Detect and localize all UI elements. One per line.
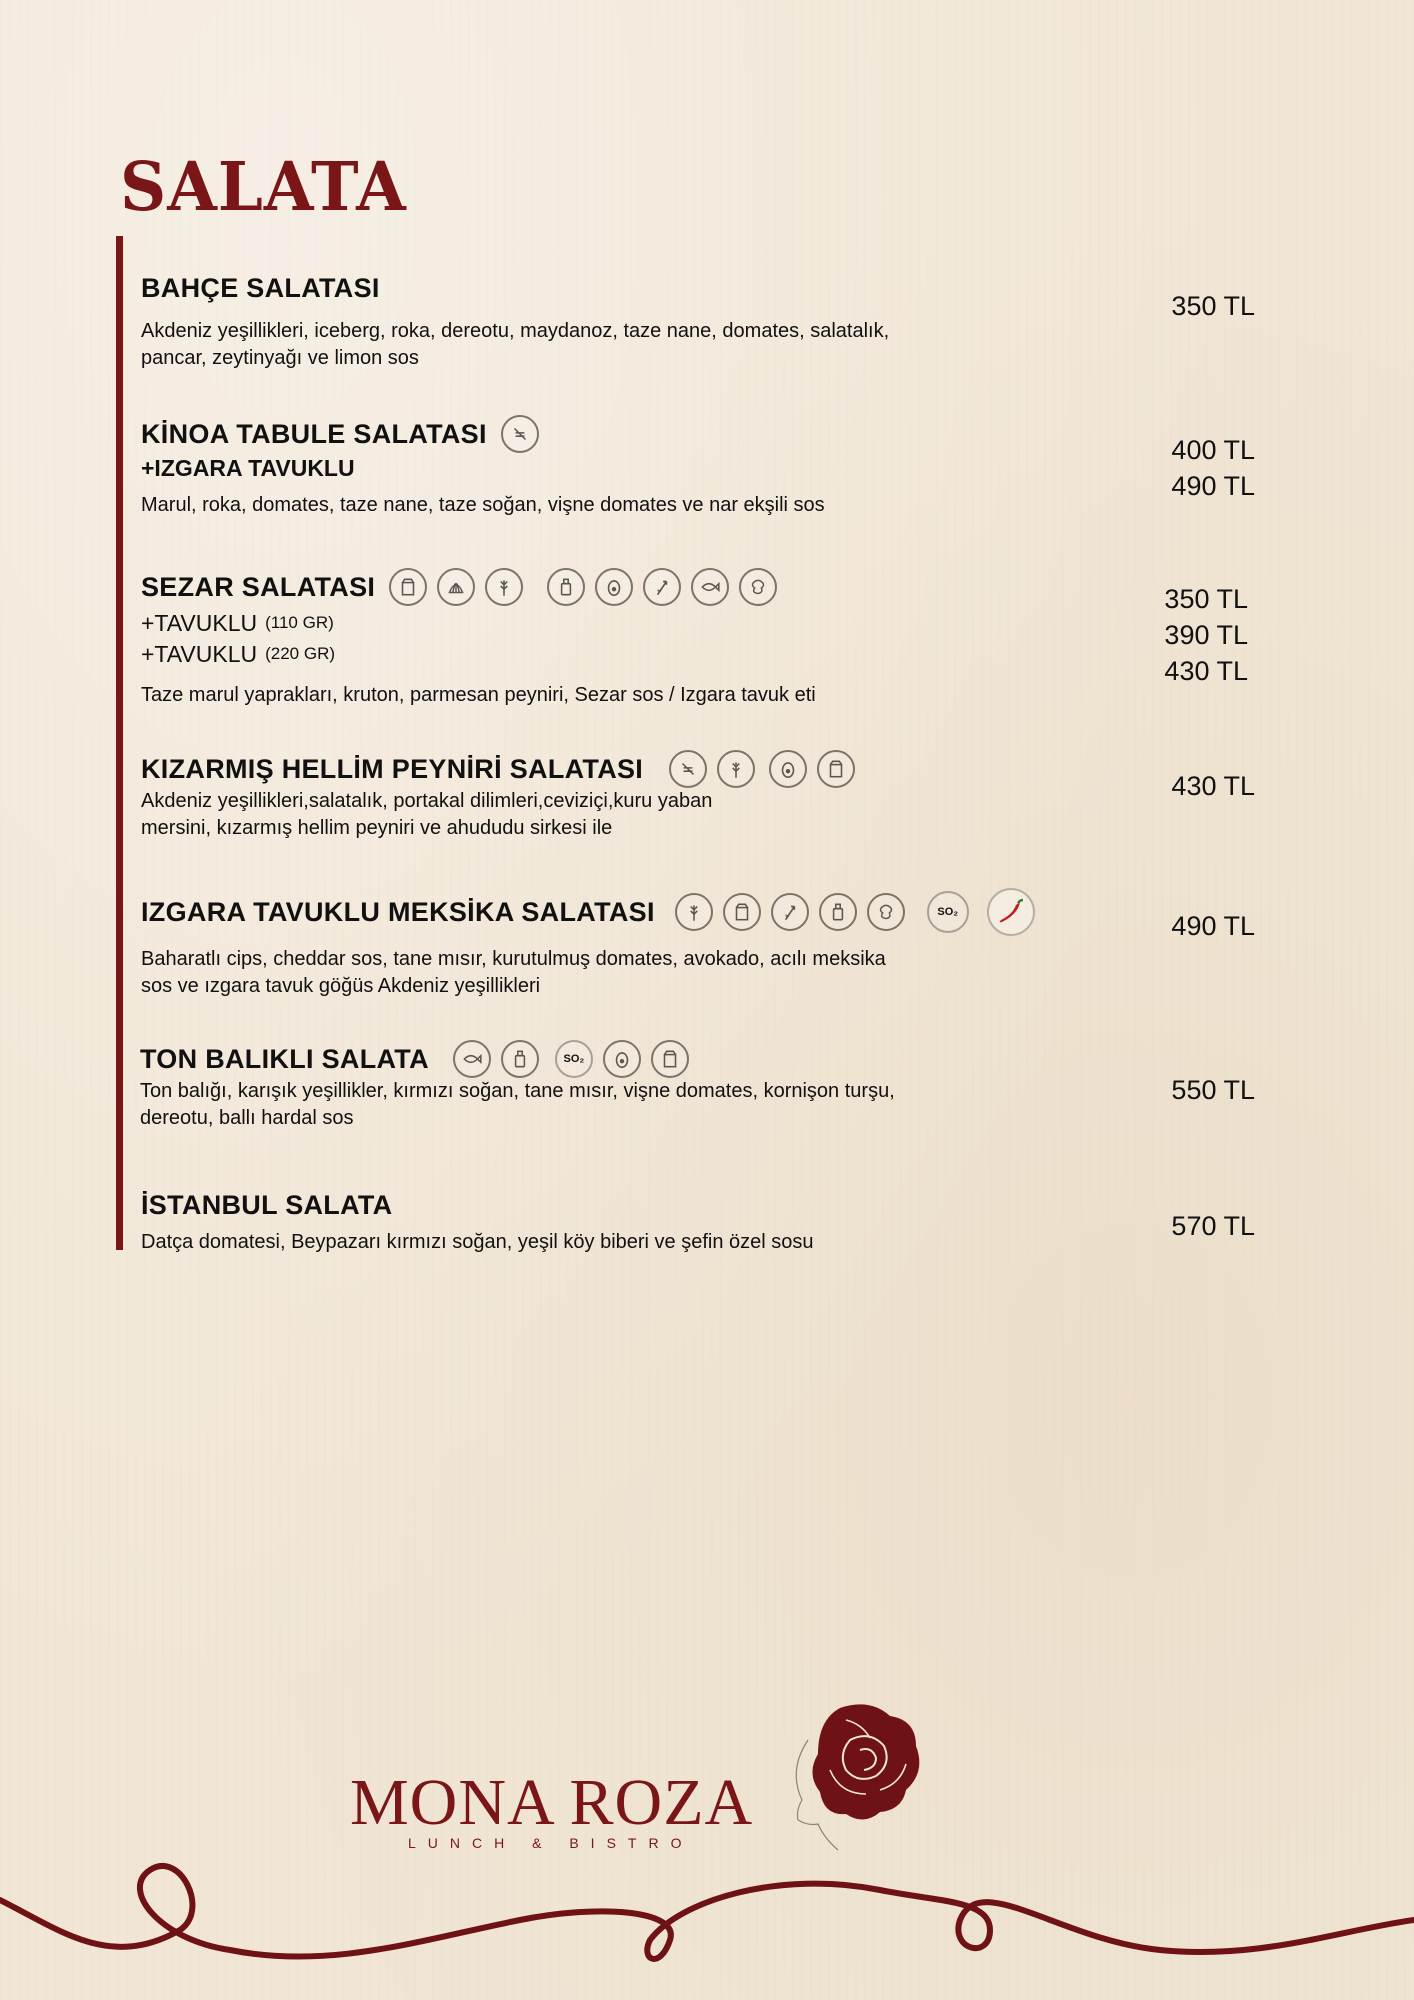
- sulfite-icon: SO₂: [555, 1040, 593, 1078]
- item-name: IZGARA TAVUKLU MEKSİKA SALATASI: [141, 896, 655, 927]
- item-price: 350 TL: [1164, 584, 1248, 614]
- item-price: 430 TL: [1164, 656, 1248, 686]
- item-price: 430 TL: [1171, 771, 1255, 801]
- allergen-icons: [501, 415, 539, 453]
- option-weight: (110 GR): [265, 613, 334, 632]
- egg-icon: [769, 750, 807, 788]
- page-title: SALATA: [120, 148, 407, 227]
- peanut-icon: [867, 893, 905, 931]
- brand-tagline: LUNCH & BISTRO: [408, 1835, 694, 1851]
- egg-icon: [595, 568, 633, 606]
- wheat-icon: [485, 568, 523, 606]
- item-name: BAHÇE SALATASI: [141, 273, 380, 303]
- item-description: Datça domatesi, Beypazarı kırmızı soğan, yeşil köy biberi ve şefin özel sosu: [141, 1231, 814, 1253]
- item-price: 550 TL: [1171, 1075, 1255, 1105]
- fish-icon: [691, 568, 729, 606]
- option-label: +TAVUKLU: [141, 641, 258, 667]
- item-prices: [1171, 432, 1255, 504]
- gluten-icon: [669, 750, 707, 788]
- mustard-icon: [501, 1040, 539, 1078]
- item-description: Ton balığı, karışık yeşillikler, kırmızı soğan, tane mısır, vişne domates, kornişon turşu, dereotu, ballı hardal sos: [140, 1080, 895, 1129]
- fish-icon: [453, 1040, 491, 1078]
- item-option: [141, 610, 1271, 637]
- sulfite-icon: SO₂: [927, 891, 969, 933]
- milk-icon: [723, 893, 761, 931]
- option-label: +TAVUKLU: [141, 610, 258, 636]
- allergen-icons: [453, 1040, 689, 1078]
- menu-item-hellim-salatasi: [141, 750, 1271, 842]
- item-prices: [1171, 1072, 1255, 1108]
- item-description: Marul, roka, domates, taze nane, taze soğan, vişne domates ve nar ekşili sos: [141, 494, 825, 516]
- item-price: 350 TL: [1171, 291, 1255, 321]
- mustard-icon: [819, 893, 857, 931]
- item-price: 490 TL: [1171, 911, 1255, 941]
- milk-icon: [817, 750, 855, 788]
- item-option: [141, 641, 1271, 668]
- section-accent-bar: [116, 236, 123, 1250]
- brand-name: MONA ROZA: [350, 1766, 754, 1839]
- menu-item-bahce-salatasi: [141, 273, 1271, 372]
- allergen-icons: [389, 568, 777, 606]
- milk-icon: [389, 568, 427, 606]
- shellfish-icon: [437, 568, 475, 606]
- option-weight: (220 GR): [265, 644, 336, 663]
- menu-item-meksika-salatasi: [141, 888, 1271, 1000]
- celery-icon: [643, 568, 681, 606]
- item-name: SEZAR SALATASI: [141, 571, 376, 602]
- menu-item-istanbul-salata: [141, 1190, 1271, 1256]
- item-name: İSTANBUL SALATA: [141, 1190, 393, 1220]
- allergen-icons: [675, 888, 1035, 936]
- item-price: 570 TL: [1171, 1211, 1255, 1241]
- item-price: 490 TL: [1171, 471, 1255, 501]
- item-prices: [1171, 908, 1255, 944]
- item-description: Baharatlı cips, cheddar sos, tane mısır, kurutulmuş domates, avokado, acılı meksika sos ve ızgara tavuk göğüs Akdeniz yeşillikleri: [141, 948, 886, 997]
- gluten-icon: [501, 415, 539, 453]
- item-prices: [1171, 288, 1255, 324]
- wheat-icon: [717, 750, 755, 788]
- item-prices: [1171, 1208, 1255, 1244]
- item-name: TON BALIKLI SALATA: [140, 1043, 429, 1074]
- item-description: Akdeniz yeşillikleri, iceberg, roka, dereotu, maydanoz, taze nane, domates, salatalık, pancar, zeytinyağı ve limon sos: [141, 320, 890, 369]
- mustard-icon: [547, 568, 585, 606]
- celery-icon: [771, 893, 809, 931]
- chili-pepper-icon: [987, 888, 1035, 936]
- decorative-ribbon: [0, 1830, 1414, 2000]
- menu-item-kinoa-tabule: [141, 415, 1271, 519]
- wheat-icon: [675, 893, 713, 931]
- item-price: 400 TL: [1171, 435, 1255, 465]
- item-prices: [1164, 581, 1248, 689]
- menu-item-sezar-salatasi: [141, 568, 1271, 709]
- egg-icon: [603, 1040, 641, 1078]
- item-price: 390 TL: [1164, 620, 1248, 650]
- allergen-icons: [669, 750, 855, 788]
- peanut-icon: [739, 568, 777, 606]
- item-option: +IZGARA TAVUKLU: [141, 455, 355, 481]
- milk-icon: [651, 1040, 689, 1078]
- menu-item-ton-balikli: [140, 1040, 1270, 1132]
- item-name: KIZARMIŞ HELLİM PEYNİRİ SALATASI: [141, 753, 644, 784]
- item-description: Akdeniz yeşillikleri,salatalık, portakal dilimleri,ceviziçi,kuru yaban mersini, kızarmış hellim peyniri ve ahududu sirkesi ile: [141, 790, 713, 839]
- item-name: KİNOA TABULE SALATASI: [141, 418, 487, 449]
- item-prices: [1171, 768, 1255, 804]
- item-description: Taze marul yaprakları, kruton, parmesan peyniri, Sezar sos / Izgara tavuk eti: [141, 684, 816, 706]
